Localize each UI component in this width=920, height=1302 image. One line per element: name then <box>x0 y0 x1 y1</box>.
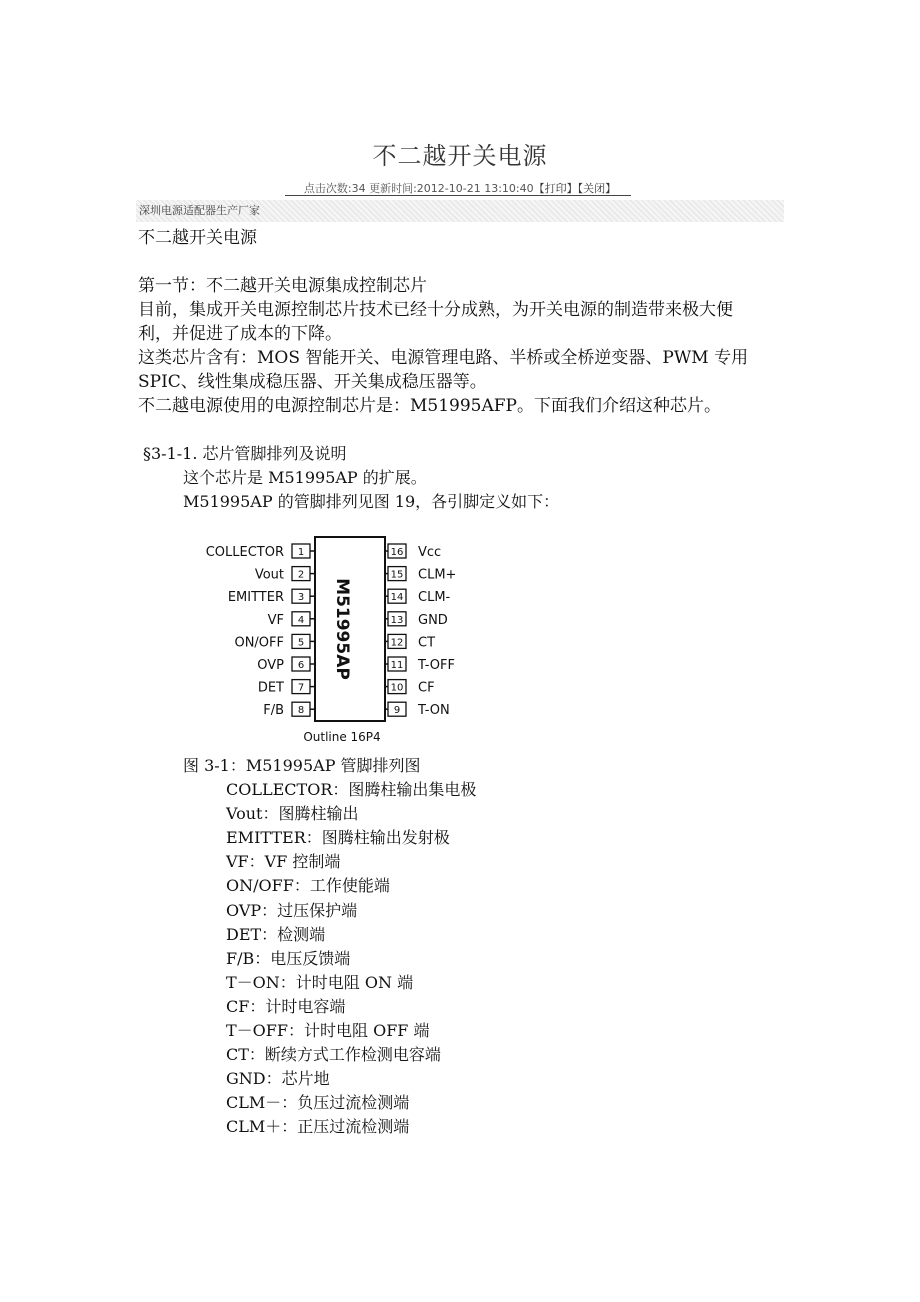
pin-number: 9 <box>393 705 401 717</box>
paragraph-line: 利，并促进了成本的下降。 <box>138 324 342 344</box>
pin-7 <box>258 680 315 696</box>
pin-definition: T－ON：计时电阻 ON 端 <box>226 972 414 992</box>
close-link[interactable]: 【关闭】 <box>577 182 617 195</box>
subsection-line: M51995AP 的管脚排列见图 19，各引脚定义如下： <box>183 492 560 511</box>
left-pin-group <box>206 544 315 718</box>
figure-caption: 图 3-1：M51995AP 管脚排列图 <box>183 756 421 775</box>
pin-definition: CF：计时电容端 <box>226 996 346 1016</box>
pin-10 <box>385 680 435 696</box>
pin-definition: Vout：图腾柱输出 <box>226 804 359 824</box>
pin-2 <box>255 567 315 583</box>
pin-5 <box>234 634 315 650</box>
pin-definition: ON/OFF：工作使能端 <box>226 876 390 896</box>
pin-label: VF <box>267 612 284 628</box>
pin-number: 12 <box>390 637 404 649</box>
paragraph-line: 不二越电源使用的电源控制芯片是：M51995AFP。下面我们介绍这种芯片。 <box>138 396 721 416</box>
pin-15 <box>385 567 456 583</box>
pin-13 <box>385 612 448 628</box>
subsection-line: 这个芯片是 M51995AP 的扩展。 <box>183 468 427 487</box>
pin-label: EMITTER <box>227 590 284 606</box>
pin-9 <box>385 702 450 718</box>
pin-label: COLLECTOR <box>205 545 284 560</box>
pin-definition: F/B：电压反馈端 <box>226 948 351 968</box>
pin-4 <box>268 612 315 628</box>
pin-label: F/B <box>263 703 284 719</box>
article-meta <box>0 180 920 196</box>
pin-label: Vcc <box>418 545 442 560</box>
pin-number: 3 <box>297 592 305 604</box>
paragraph-line: SPIC、线性集成稳压器、开关集成稳压器等。 <box>138 372 487 392</box>
pin-number: 5 <box>297 637 305 649</box>
pin-definition: CLM＋：正压过流检测端 <box>226 1117 410 1137</box>
pin-definition: CT：断续方式工作检测电容端 <box>226 1045 441 1065</box>
section-heading: 第一节：不二越开关电源集成控制芯片 <box>138 276 427 296</box>
pin-label: CLM- <box>418 590 451 606</box>
pin-6 <box>257 657 315 673</box>
pin-number: 16 <box>390 547 404 558</box>
pin-label: ON/OFF <box>234 635 284 651</box>
pin-label: Vout <box>254 567 284 583</box>
source-bar: 深圳电源适配器生产厂家 <box>136 200 784 222</box>
pin-label: DET <box>257 680 284 696</box>
subsection-heading: §3-1-1. 芯片管脚排列及说明 <box>143 444 347 463</box>
pin-number: 7 <box>297 682 305 694</box>
doc-heading: 不二越开关电源 <box>138 228 257 248</box>
pin-definition: COLLECTOR：图腾柱输出集电极 <box>226 780 477 799</box>
pin-label: T-OFF <box>418 658 455 673</box>
pin-number: 4 <box>297 614 305 626</box>
pin-number: 2 <box>297 569 305 581</box>
pin-16 <box>385 544 441 560</box>
pinout-svg <box>192 533 482 748</box>
pin-number: 6 <box>297 660 305 671</box>
meta-divider <box>285 195 631 196</box>
pin-number: 11 <box>390 660 404 671</box>
pin-number: 14 <box>390 592 404 604</box>
pin-12 <box>385 634 435 650</box>
paragraph-line: 这类芯片含有：MOS 智能开关、电源管理电路、半桥或全桥逆变器、PWM 专用 <box>138 348 749 368</box>
pin-definition: CLM－：负压过流检测端 <box>226 1093 410 1113</box>
pin-number: 13 <box>390 614 404 626</box>
pin-14 <box>385 589 451 605</box>
right-pin-group <box>385 544 456 718</box>
pin-label: GND <box>418 612 448 628</box>
pinout-diagram <box>192 533 482 748</box>
pin-label: CLM+ <box>418 567 457 583</box>
pin-11 <box>385 657 455 673</box>
pin-number: 15 <box>390 569 404 581</box>
pin-3 <box>228 589 315 605</box>
meta-info: 点击次数:34 更新时间:2012-10-21 13:10:40 <box>303 182 534 195</box>
pin-definition: OVP：过压保护端 <box>226 900 358 920</box>
paragraph-line: 目前，集成开关电源控制芯片技术已经十分成熟，为开关电源的制造带来极大便 <box>138 300 733 320</box>
pin-definition: VF：VF 控制端 <box>226 852 341 872</box>
pin-1 <box>206 544 315 560</box>
pin-definition: T－OFF：计时电阻 OFF 端 <box>226 1021 430 1040</box>
pin-number: 1 <box>297 547 305 558</box>
pin-definition: DET：检测端 <box>226 924 326 944</box>
pin-definition: EMITTER：图腾柱输出发射极 <box>226 828 450 848</box>
print-link[interactable]: 【打印】 <box>533 182 578 195</box>
pin-number: 8 <box>297 705 305 717</box>
page-title: 不二越开关电源 <box>372 142 548 170</box>
pin-number: 10 <box>390 682 404 694</box>
pin-label: CF <box>418 680 435 696</box>
pin-label: CT <box>418 635 436 651</box>
pin-8 <box>263 702 315 718</box>
pin-label: OVP <box>257 658 284 673</box>
pin-label: T-ON <box>418 703 450 719</box>
chip-label: M51995AP <box>332 578 352 680</box>
pin-definition: GND：芯片地 <box>226 1069 330 1089</box>
outline-label: Outline 16P4 <box>303 730 381 744</box>
